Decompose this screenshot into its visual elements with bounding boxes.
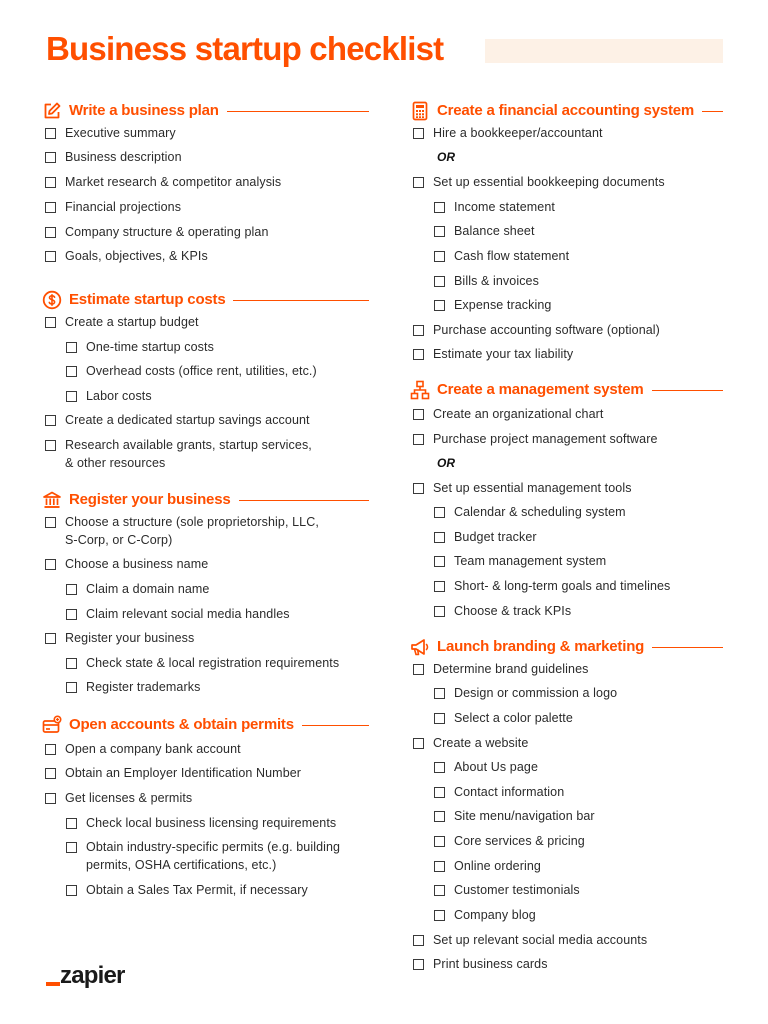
section-title: Create a financial accounting system [437,102,702,119]
checkbox[interactable] [434,202,445,213]
edit-icon [42,101,62,121]
calculator-icon [410,101,430,121]
checkbox[interactable] [413,177,424,188]
checkbox[interactable] [413,935,424,946]
checkbox[interactable] [66,609,77,620]
section-header [410,101,723,121]
section-title: Open accounts & obtain permits [69,716,302,733]
checkbox[interactable] [434,688,445,699]
checkbox[interactable] [413,434,424,445]
checkbox[interactable] [45,227,56,238]
checkbox[interactable] [413,664,424,675]
checkbox[interactable] [45,793,56,804]
section-title: Create a management system [437,381,652,398]
checkbox[interactable] [66,584,77,595]
checkbox[interactable] [434,581,445,592]
checkbox[interactable] [66,682,77,693]
checkbox[interactable] [413,959,424,970]
checkbox[interactable] [66,658,77,669]
checkbox[interactable] [434,226,445,237]
or-label: OR [437,456,455,470]
section-title: Launch branding & marketing [437,638,652,655]
zapier-logo [46,962,146,990]
checkbox[interactable] [45,128,56,139]
checkbox[interactable] [45,152,56,163]
checkbox[interactable] [434,762,445,773]
page-title: Business startup checklist [46,30,444,67]
checkbox[interactable] [45,317,56,328]
checkbox[interactable] [434,507,445,518]
checkbox[interactable] [413,325,424,336]
checkbox[interactable] [413,409,424,420]
checkbox[interactable] [45,768,56,779]
checkbox[interactable] [434,910,445,921]
bank-icon [42,490,62,510]
section-header [42,715,369,735]
section-title: Register your business [69,491,239,508]
checkbox[interactable] [434,811,445,822]
checkbox[interactable] [45,202,56,213]
checkbox[interactable] [413,349,424,360]
checkbox[interactable] [66,366,77,377]
logo-underscore [46,982,60,986]
checkbox[interactable] [434,300,445,311]
checkbox[interactable] [434,836,445,847]
dollar-icon [42,290,62,310]
checkbox[interactable] [45,251,56,262]
checkbox[interactable] [66,818,77,829]
checkbox[interactable] [434,787,445,798]
checkbox[interactable] [434,885,445,896]
checkbox[interactable] [45,744,56,755]
card-icon [42,715,62,735]
checkbox[interactable] [434,861,445,872]
megaphone-icon [410,637,430,657]
checkbox[interactable] [434,556,445,567]
section-header [410,637,723,657]
section-title: Write a business plan [69,102,227,119]
checkbox[interactable] [45,633,56,644]
checkbox[interactable] [66,885,77,896]
section-header [42,101,369,121]
checkbox[interactable] [413,483,424,494]
checkbox[interactable] [434,276,445,287]
org-chart-icon [410,380,430,400]
checkbox[interactable] [45,177,56,188]
checkbox[interactable] [45,440,56,451]
section-title: Estimate startup costs [69,291,233,308]
checkbox[interactable] [66,842,77,853]
section-header [42,290,369,310]
or-label: OR [437,150,455,164]
section-header [42,490,369,510]
checkbox[interactable] [413,128,424,139]
checkbox[interactable] [434,713,445,724]
checkbox[interactable] [66,391,77,402]
section-header [410,380,723,400]
checkbox[interactable] [434,251,445,262]
checkbox[interactable] [66,342,77,353]
title-accent-bar [485,39,723,63]
checkbox[interactable] [413,738,424,749]
checkbox[interactable] [434,606,445,617]
checkbox[interactable] [45,415,56,426]
checkbox[interactable] [45,559,56,570]
checkbox[interactable] [434,532,445,543]
checkbox[interactable] [45,517,56,528]
logo-wordmark: zapier [60,962,125,989]
